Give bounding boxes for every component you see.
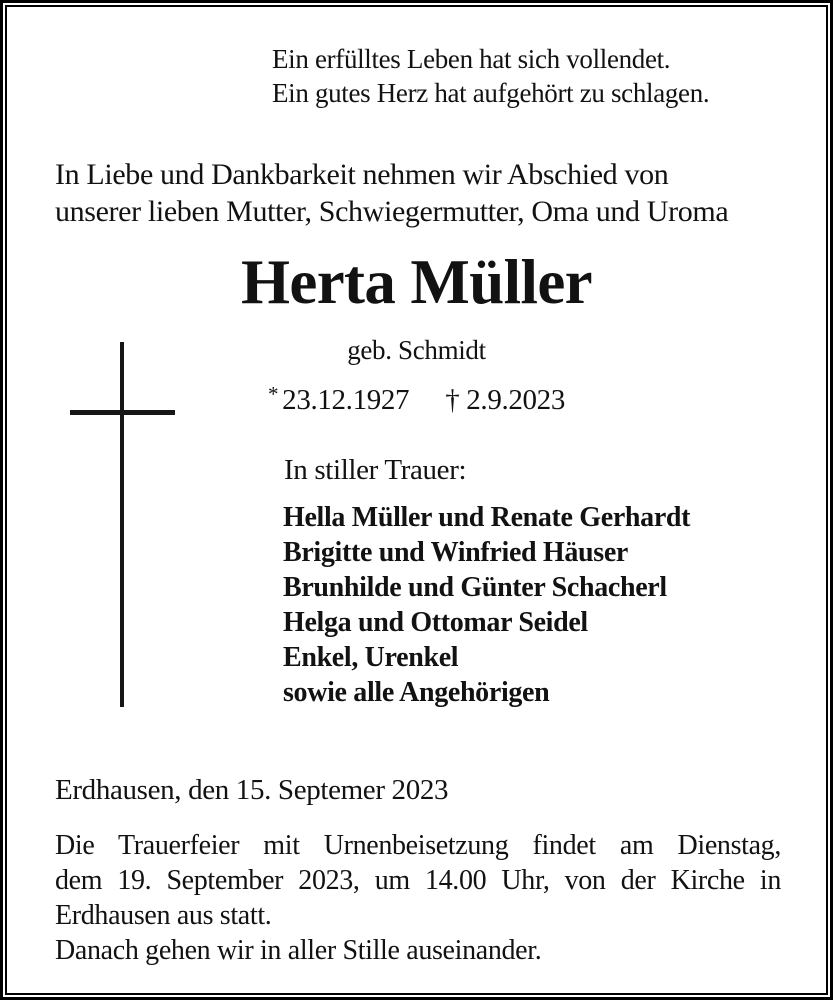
mourners-list bbox=[283, 500, 690, 710]
funeral-line-4: Danach gehen wir in aller Stille auseinander. bbox=[55, 935, 542, 966]
birth-date: 23.12.1927 bbox=[282, 384, 410, 416]
funeral-notice bbox=[55, 828, 781, 968]
mourner-item: Helga und Ottomar Seidel bbox=[283, 607, 588, 638]
intro-line-2: unserer lieben Mutter, Schwiegermutter, Oma und Uroma bbox=[55, 195, 729, 228]
cross-vertical-bar bbox=[120, 342, 124, 707]
cross-horizontal-bar bbox=[70, 410, 175, 415]
deceased-name: Herta Müller bbox=[240, 247, 593, 317]
dateline: Erdhausen, den 15. Septemer 2023 bbox=[55, 774, 449, 806]
maiden-name: geb. Schmidt bbox=[347, 335, 486, 365]
epigraph-line-1: Ein erfülltes Leben hat sich vollendet. bbox=[272, 44, 671, 74]
epigraph bbox=[272, 42, 709, 110]
funeral-line-2: dem 19. September 2023, um 14.00 Uhr, von der Kirche in bbox=[55, 865, 781, 896]
mourner-item: Hella Müller und Renate Gerhardt bbox=[283, 502, 691, 533]
death-date: 2.9.2023 bbox=[466, 384, 565, 416]
mourner-item: Enkel, Urenkel bbox=[283, 642, 459, 673]
death-dagger-symbol: † bbox=[445, 384, 460, 416]
epigraph-line-2: Ein gutes Herz hat aufgehört zu schlagen. bbox=[272, 78, 710, 108]
mourning-label: In stiller Trauer: bbox=[284, 454, 467, 486]
mourner-item: sowie alle Angehörigen bbox=[283, 677, 550, 708]
birth-star-symbol: * bbox=[268, 382, 279, 406]
funeral-line-3: Erdhausen aus statt. bbox=[55, 900, 272, 931]
intro-line-1: In Liebe und Dankbarkeit nehmen wir Abschied von bbox=[55, 158, 669, 191]
mourner-item: Brigitte und Winfried Häuser bbox=[283, 537, 629, 568]
mourner-item: Brunhilde und Günter Schacherl bbox=[283, 572, 667, 603]
funeral-line-1: Die Trauerfeier mit Urnenbeisetzung findet am Dienstag, bbox=[55, 830, 781, 861]
intro-text bbox=[55, 156, 728, 230]
